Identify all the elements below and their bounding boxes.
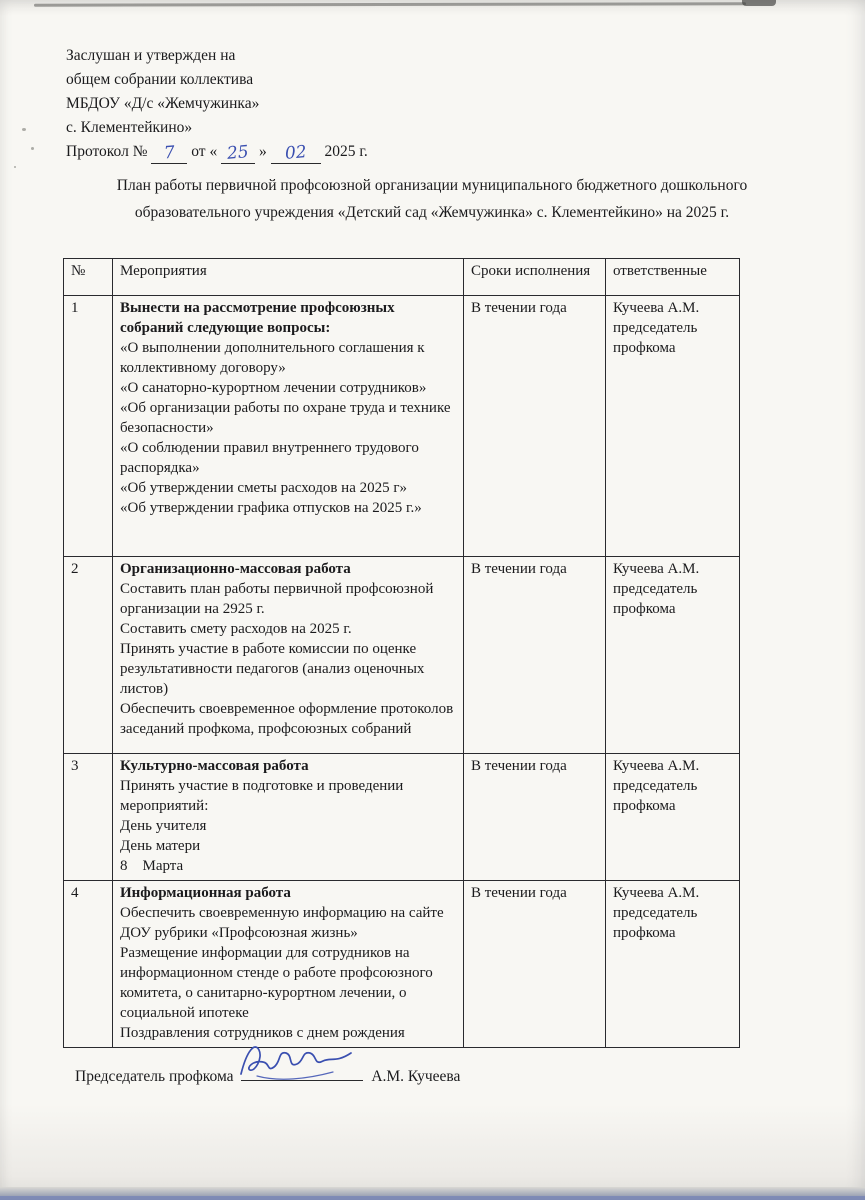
approval-line: общем собрании коллектива bbox=[66, 71, 254, 88]
scan-speck bbox=[14, 166, 16, 168]
protocol-from: от « bbox=[191, 143, 218, 160]
protocol-year: 2025 г. bbox=[324, 143, 368, 160]
table-row bbox=[64, 881, 740, 1048]
activity-title: Культурно-массовая работа bbox=[120, 758, 309, 774]
responsible-cell: Кучеева А.М. председатель профкома bbox=[606, 557, 740, 754]
protocol-line bbox=[66, 140, 368, 164]
responsible-cell: Кучеева А.М. председатель профкома bbox=[606, 296, 740, 557]
header-cell-number: № bbox=[64, 259, 113, 296]
approval-line: с. Клементейкино» bbox=[66, 119, 193, 136]
activity-line: Поздравления сотрудников с днем рождения bbox=[120, 1025, 405, 1041]
table-row bbox=[64, 296, 740, 557]
activity-line: «О выполнении дополнительного соглашения к коллективному договору» bbox=[120, 340, 429, 376]
signature-blank-line bbox=[241, 1066, 363, 1081]
handwritten-month: 02 bbox=[283, 142, 308, 164]
row-num-cell: 3 bbox=[64, 754, 113, 881]
row-num-cell: 2 bbox=[64, 557, 113, 754]
signature-block bbox=[75, 1066, 460, 1086]
activity-line: «О соблюдении правил внутреннего трудового распорядка» bbox=[120, 440, 423, 476]
activity-line: «О санаторно-курортном лечении сотрудников» bbox=[120, 380, 427, 396]
scan-artifact-bottom-line bbox=[0, 1196, 865, 1200]
activity-line: Составить смету расходов на 2025 г. bbox=[120, 621, 352, 637]
scan-artifact-top-line bbox=[34, 2, 746, 6]
handwritten-protocol-number: 7 bbox=[163, 142, 176, 164]
document-title: План работы первичной профсоюзной организации муниципального бюджетного дошкольного образовательного учреждения «Детский сад «Жемчужинка» с. Клементейкино» на 2025 г. bbox=[116, 177, 748, 221]
approval-line: МБДОУ «Д/с «Жемчужинка» bbox=[66, 95, 260, 112]
row-num-cell: 1 bbox=[64, 296, 113, 557]
protocol-month-blank bbox=[271, 144, 321, 164]
activity-title: Организационно-массовая работа bbox=[120, 561, 351, 577]
activity-line: День учителя bbox=[120, 818, 207, 834]
row-num-cell: 4 bbox=[64, 881, 113, 1048]
term-cell: В течении года bbox=[464, 754, 606, 881]
activity-line: «Об утверждении сметы расходов на 2025 г» bbox=[120, 480, 408, 496]
scan-artifact-top-blob bbox=[742, 0, 776, 6]
responsible-cell: Кучеева А.М. председатель профкома bbox=[606, 754, 740, 881]
header-cell-term: Сроки исполнения bbox=[464, 259, 606, 296]
activity-line: Принять участие в подготовке и проведении мероприятий: bbox=[120, 778, 408, 814]
activity-line: Размещение информации для сотрудников на информационном стенде о работе профсоюзного комитета, о санитарно-курортном лечении, о социальной ипотеке bbox=[120, 945, 437, 1021]
activity-cell bbox=[113, 557, 464, 754]
approval-line: Заслушан и утвержден на bbox=[66, 47, 236, 64]
chairman-name: А.М. Кучеева bbox=[371, 1068, 461, 1085]
protocol-label: Протокол № bbox=[66, 143, 148, 160]
handwritten-signature bbox=[233, 1036, 361, 1082]
protocol-day-blank bbox=[221, 144, 255, 164]
scan-speck bbox=[31, 147, 34, 150]
activity-line: День матери bbox=[120, 838, 201, 854]
activity-line: «Об организации работы по охране труда и технике безопасности» bbox=[120, 400, 455, 436]
activity-cell bbox=[113, 754, 464, 881]
approval-header-block bbox=[66, 44, 368, 164]
protocol-close-quote: » bbox=[258, 143, 267, 160]
activity-title: Вынести на рассмотрение профсоюзных собраний следующие вопросы: bbox=[120, 300, 395, 336]
activity-line: «Об утверждении графика отпусков на 2025 г.» bbox=[120, 500, 422, 516]
header-cell-responsible: ответственные bbox=[606, 259, 740, 296]
activity-line: Принять участие в работе комиссии по оценке результативности педагогов (анализ оценочных листов) bbox=[120, 641, 429, 697]
activity-line: 8 Марта bbox=[120, 858, 184, 874]
chairman-label: Председатель профкома bbox=[75, 1068, 234, 1085]
activity-title: Информационная работа bbox=[120, 885, 291, 901]
activity-cell bbox=[113, 296, 464, 557]
protocol-number-blank bbox=[151, 144, 187, 164]
term-cell: В течении года bbox=[464, 296, 606, 557]
plan-table bbox=[63, 258, 740, 1048]
responsible-cell: Кучеева А.М. председатель профкома bbox=[606, 881, 740, 1048]
activity-line: Обеспечить своевременную информацию на сайте ДОУ рубрики «Профсоюзная жизнь» bbox=[120, 905, 448, 941]
table-header-row bbox=[64, 259, 740, 296]
activity-cell bbox=[113, 881, 464, 1048]
activity-line: Обеспечить своевременное оформление протоколов заседаний профкома, профсоюзных собраний bbox=[120, 701, 457, 737]
table-row bbox=[64, 557, 740, 754]
handwritten-day: 25 bbox=[226, 142, 250, 164]
term-cell: В течении года bbox=[464, 557, 606, 754]
activity-line: Составить план работы первичной профсоюзной организации на 2925 г. bbox=[120, 581, 438, 617]
header-cell-activity: Мероприятия bbox=[113, 259, 464, 296]
scan-speck bbox=[22, 128, 26, 131]
table-row bbox=[64, 754, 740, 881]
term-cell: В течении года bbox=[464, 881, 606, 1048]
